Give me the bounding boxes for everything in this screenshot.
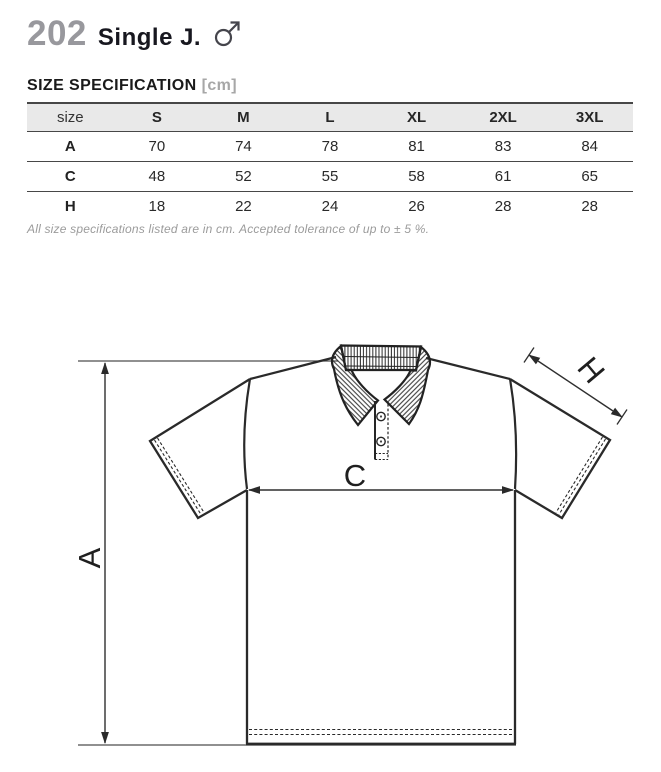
dimension-label-c: C	[343, 458, 367, 493]
cell-a-m: 74	[235, 137, 252, 155]
cell-a-s: 70	[148, 137, 166, 155]
product-code: 202	[27, 14, 87, 53]
dimension-tick-h-start	[524, 348, 534, 363]
bottom-hem-stitching	[249, 730, 513, 735]
cell-c-s: 48	[148, 167, 166, 185]
placket	[375, 401, 388, 460]
dimension-sleeve	[524, 348, 627, 425]
tolerance-footnote: All size specifications listed are in cm. Accepted tolerance of up to ± 5 %.	[27, 222, 430, 236]
right-sleeve	[510, 379, 610, 518]
cell-c-2xl: 61	[494, 167, 512, 185]
sleeves	[150, 379, 610, 518]
reference-lines	[78, 361, 516, 745]
col-header-2xl: 2XL	[460, 103, 547, 131]
cell-h-xl: 26	[408, 197, 425, 215]
dimension-label-h: H	[570, 350, 612, 390]
cell-h-l: 24	[321, 197, 339, 215]
section-heading-text: SIZE SPECIFICATION	[27, 77, 197, 94]
cell-c-xl: 58	[408, 167, 425, 185]
col-header-s: S	[114, 103, 201, 131]
cell-c-l: 55	[321, 167, 339, 185]
col-header-3xl: 3XL	[546, 103, 633, 131]
cell-a-xl: 81	[408, 137, 425, 155]
cell-h-3xl: 28	[581, 197, 599, 215]
right-shoulder-seam	[426, 358, 510, 379]
left-armhole-seam	[244, 379, 250, 489]
left-sleeve-hem-stitching	[155, 438, 205, 515]
right-sleeve-hem-stitching	[556, 437, 606, 515]
button-top	[377, 412, 385, 420]
cell-c-m: 52	[235, 167, 252, 185]
cell-a-2xl: 83	[494, 137, 512, 155]
cell-h-2xl: 28	[494, 197, 512, 215]
cell-a-l: 78	[321, 137, 339, 155]
collar-band-seam-line	[346, 366, 417, 367]
row-label-a: A	[64, 137, 76, 155]
cell-h-m: 22	[235, 197, 252, 215]
col-header-m: M	[200, 103, 287, 131]
left-shoulder-seam	[250, 357, 336, 379]
dimension-length	[72, 363, 107, 743]
right-armhole-seam	[510, 379, 516, 489]
product-name: Single J.	[97, 24, 202, 51]
section-heading-unit: [cm]	[201, 77, 237, 94]
col-header-size: size	[27, 103, 114, 131]
dimension-label-a: A	[72, 547, 107, 569]
row-label-h: H	[64, 197, 76, 215]
cell-c-3xl: 65	[581, 167, 599, 185]
dimension-tick-h-end	[617, 410, 627, 425]
row-label-c: C	[64, 167, 76, 185]
cell-h-s: 18	[148, 197, 166, 215]
col-header-xl: XL	[373, 103, 460, 131]
cell-a-3xl: 84	[581, 137, 599, 155]
button-bottom	[377, 437, 385, 445]
col-header-l: L	[287, 103, 374, 131]
left-sleeve	[150, 379, 250, 518]
dimension-chest	[249, 458, 513, 493]
